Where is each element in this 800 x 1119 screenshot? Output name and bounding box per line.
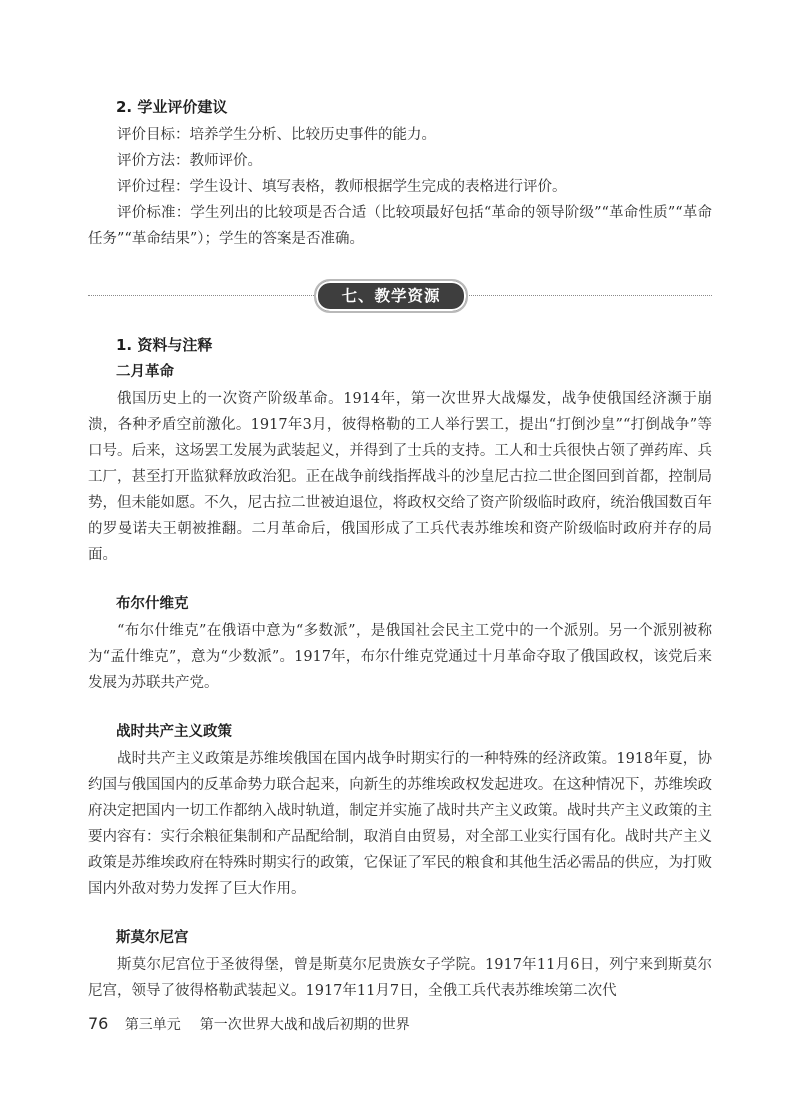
page-content xyxy=(88,96,712,1028)
unit-title: 第一次世界大战和战后初期的世界 xyxy=(199,1017,410,1033)
term-smolny xyxy=(88,926,712,1004)
term-bolshevik xyxy=(88,592,712,696)
term-text: “布尔什维克”在俄语中意为“多数派”，是俄国社会民主工党中的一个派别。另一个派别被称为“孟什维克”，意为“少数派”。1917年，布尔什维克党通过十月革命夺取了俄国政权，该党后来发展为苏联共产党。 xyxy=(88,623,712,691)
term-title: 布尔什维克 xyxy=(116,596,189,612)
term-text: 俄国历史上的一次资产阶级革命。1914年，第一次世界大战爆发，战争使俄国经济濒于崩溃，各种矛盾空前激化。1917年3月，彼得格勒的工人举行罢工，提出“打倒沙皇”“打倒战争”等口号。后来，这场罢工发展为武装起义，并得到了士兵的支持。工人和士兵很快占领了弹药库、兵工厂，甚至打开监狱释放政治犯。正在战争前线指挥战斗的沙皇尼古拉二世企图回到首都，控制局势，但未能如愿。不久，尼古拉二世被迫退位，将政权交给了资产阶级临时政府，统治俄国数百年的罗曼诺夫王朝被推翻。二月革命后，俄国形成了工兵代表苏维埃和资产阶级临时政府并存的局面。 xyxy=(88,391,712,563)
section-title: 七、教学资源 xyxy=(314,279,468,313)
term-title: 二月革命 xyxy=(116,364,174,380)
page-number: 76 xyxy=(88,1014,109,1033)
evaluation-goal: 评价目标：培养学生分析、比较历史事件的能力。 xyxy=(117,127,436,143)
term-february-revolution xyxy=(88,360,712,568)
resources-heading: 1. 资料与注释 xyxy=(116,336,213,354)
term-title: 战时共产主义政策 xyxy=(116,724,232,740)
evaluation-standard: 评价标准：学生列出的比较项是否合适（比较项最好包括“革命的领导阶级”“革命性质”“革命任务”“革命结果”）；学生的答案是否准确。 xyxy=(88,205,712,247)
term-text: 斯莫尔尼宫位于圣彼得堡，曾是斯莫尔尼贵族女子学院。1917年11月6日，列宁来到斯莫尔尼宫，领导了彼得格勒武装起义。1917年11月7日，全俄工兵代表苏维埃第二次代 xyxy=(88,957,712,999)
page-footer xyxy=(88,1014,410,1034)
term-war-communism xyxy=(88,720,712,902)
term-text: 战时共产主义政策是苏维埃俄国在国内战争时期实行的一种特殊的经济政策。1918年夏，协约国与俄国国内的反革命势力联合起来，向新生的苏维埃政权发起进攻。在这种情况下，苏维埃政府决定把国内一切工作都纳入战时轨道，制定并实施了战时共产主义政策。战时共产主义政策的主要内容有：实行余粮征集制和产品配给制，取消自由贸易，对全部工业实行国有化。战时共产主义政策是苏维埃政府在特殊时期实行的政策，它保证了军民的粮食和其他生活必需品的供应，为打败国内外敌对势力发挥了巨大作用。 xyxy=(88,751,712,897)
section-header xyxy=(88,278,712,312)
term-title: 斯莫尔尼宫 xyxy=(116,930,189,946)
unit-label: 第三单元 xyxy=(124,1017,181,1033)
resources-block xyxy=(88,334,712,1004)
evaluation-method: 评价方法：教师评价。 xyxy=(117,153,262,169)
evaluation-heading: 2. 学业评价建议 xyxy=(116,98,228,116)
evaluation-process: 评价过程：学生设计、填写表格，教师根据学生完成的表格进行评价。 xyxy=(117,179,567,195)
evaluation-block xyxy=(88,96,712,252)
